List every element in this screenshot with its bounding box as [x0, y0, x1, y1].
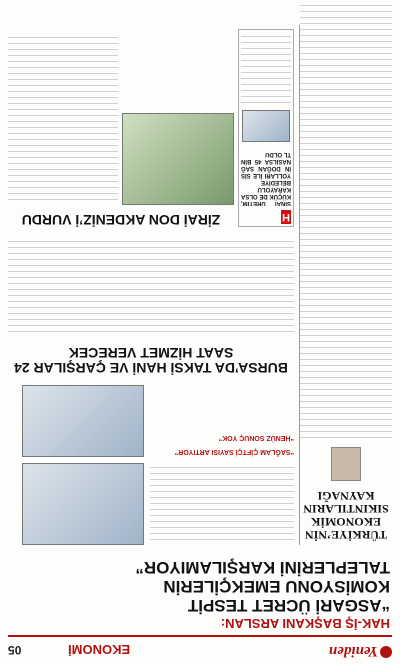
story2-body — [8, 237, 294, 337]
lead-photo — [22, 463, 144, 545]
lead-body — [150, 465, 294, 545]
story2-photo — [22, 385, 144, 457]
story4-box — [238, 29, 294, 227]
callout-1: “SAĞLAM ÇİFTÇİ SAYISI ARTIYOR” — [174, 448, 294, 455]
masthead — [8, 639, 392, 659]
brand-name: Yeniden — [328, 643, 378, 659]
page-number: 05 — [8, 643, 22, 657]
story3-photo — [122, 113, 234, 205]
lead-headline: “ASGARİ ÜCRET TESPİT KOMİSYONU EMEKÇİLERİN TALEPLERİNİ KARŞILAMIYOR” — [135, 558, 390, 615]
lead-kicker: HAK-İŞ BAŞKANI ARSLAN: — [220, 616, 390, 631]
story4-headline: SINAİ ÜRETİM, KÜÇÜK DE OLSA KARAYOLU BELEDİYE YOLLARI İLE SİS İN DOĞAN SAĞ NASILSA 45 BİN TL OLDU — [241, 151, 291, 206]
main-content — [8, 25, 294, 545]
story4-photo — [242, 110, 290, 142]
brand-icon — [380, 646, 392, 658]
author-photo — [331, 447, 361, 481]
section-label: EKONOMİ — [68, 642, 131, 657]
brand-logo — [329, 642, 392, 659]
story2-headline: BURSA’DA TAKSİ HANİ VE ÇARŞILAR 24 SAAT HİZMET VERECEK — [14, 345, 288, 376]
sidebar-title: TÜRKİYE’NİN EKONOMİK SIKINTILARIN KAYNAĞI — [303, 489, 389, 542]
masthead-rule — [8, 635, 392, 637]
story3-headline: ZİRAİ DON AKDENİZ’İ VURDU — [21, 212, 221, 228]
callout-2: “HENÜZ SONUÇ YOK” — [218, 434, 294, 441]
sidebar-body — [300, 0, 392, 443]
story3-body — [8, 35, 118, 205]
story4-body — [241, 34, 291, 108]
story4-marker: H — [282, 211, 290, 223]
sidebar-column — [299, 25, 392, 545]
